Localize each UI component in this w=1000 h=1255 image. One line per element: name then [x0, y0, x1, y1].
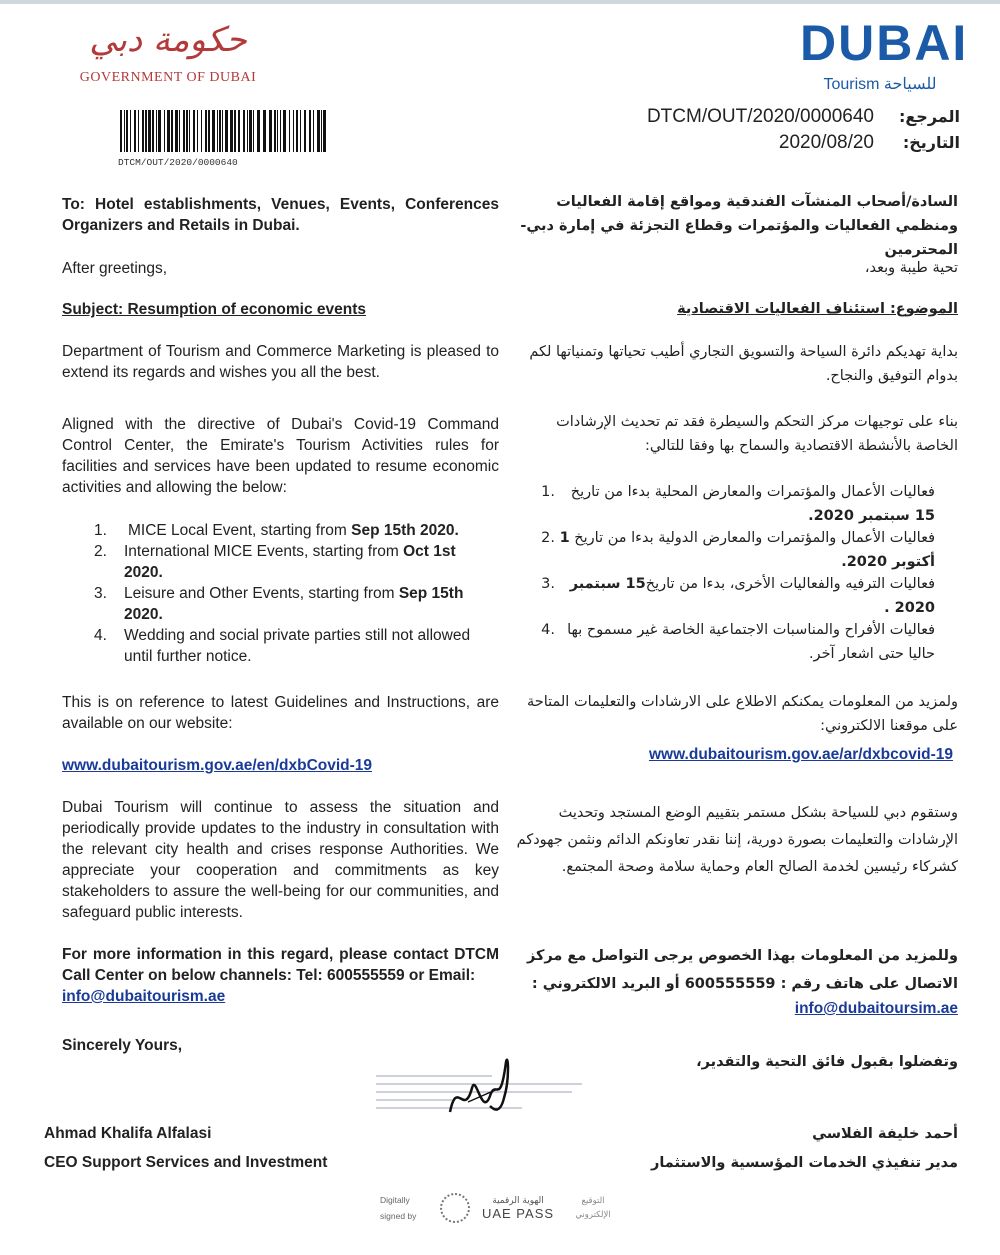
- barcode-bar: [120, 110, 122, 152]
- barcode-bar: [197, 110, 198, 152]
- barcode-bar: [321, 110, 322, 152]
- uae-pass-arabic: الهوية الرقمية: [492, 1195, 544, 1206]
- en-list-item: 4. Wedding and social private parties still not allowed until further notice.: [94, 627, 471, 665]
- barcode-bar: [309, 110, 311, 152]
- barcode-bar: [158, 110, 161, 152]
- en-paragraph-3: This is on reference to latest Guidelines and Instructions, are available on our website:: [62, 694, 499, 732]
- ar-list-item: .1 فعاليات الأعمال والمؤتمرات والمعارض المحلية بدءا من تاريخ 15 سبتمبر 2020.: [541, 484, 935, 524]
- barcode-bar: [142, 110, 144, 152]
- barcode-bar: [230, 110, 233, 152]
- ar-paragraph-1: بداية تهديكم دائرة السياحة والتسويق التجاري أطيب تحياتها وتمنياتها لكم بدوام التوفيق والنجاح.: [529, 344, 958, 384]
- ar-signer-title: مدير تنفيذي الخدمات المؤسسية والاستثمار: [651, 1155, 958, 1171]
- barcode-bar: [167, 110, 170, 152]
- barcode-caption: DTCM/OUT/2020/0000640: [118, 157, 238, 168]
- tourism-text-en: Tourism: [823, 76, 880, 93]
- barcode-bar: [222, 110, 223, 152]
- ar-addressee: السادة/أصحاب المنشآت الفندقية ومواقع إقامة الفعاليات ومنظمي الفعاليات والمؤتمرات وقطاع التجزئة في إمارة دبي- المحترمين: [520, 194, 958, 258]
- barcode-bar: [317, 110, 320, 152]
- tourism-text-ar: للسياحة: [883, 76, 937, 93]
- ar-list-item: .4 فعاليات الأفراح والمناسبات الاجتماعية الخاصة غير مسموح بها حاليا حتى اشعار آخر.: [541, 622, 935, 662]
- barcode-bar: [289, 110, 290, 152]
- barcode-bar: [257, 110, 260, 152]
- en-closing: Sincerely Yours,: [62, 1037, 183, 1054]
- barcode-bar: [280, 110, 281, 152]
- reference-block: [560, 106, 960, 162]
- barcode-bar: [247, 110, 248, 152]
- barcode-bar: [217, 110, 218, 152]
- barcode-bar: [263, 110, 266, 152]
- barcode-bar: [164, 110, 165, 152]
- en-list-item: 1. MICE Local Event, starting from Sep 15th 2020.: [94, 522, 459, 539]
- government-logo: [68, 16, 268, 96]
- barcode-bar: [205, 110, 207, 152]
- barcode-bars: [118, 110, 328, 152]
- uae-pass-label: UAE PASS: [481, 1205, 555, 1221]
- barcode-bar: [156, 110, 157, 152]
- ar-greeting: تحية طيبة وبعد،: [864, 260, 958, 276]
- ar-paragraph-4: وستقوم دبي للسياحة بشكل مستمر بتقييم الوضع المستجد وتحديث الإرشادات والتعليمات بصورة دورية، إننا نقدر تعاونكم الدائم ونثمن جهودكم كشركاء رئيسين لخدمة الصالح العام وحماية سلامة وصحة المجتمع.: [516, 805, 958, 875]
- barcode-bar: [300, 110, 301, 152]
- barcode-bar: [212, 110, 215, 152]
- uae-pass-footer: [380, 1188, 640, 1228]
- en-website-link[interactable]: www.dubaitourism.gov.ae/en/dxbCovid-19: [62, 757, 373, 774]
- digitally-text: Digitally: [380, 1195, 410, 1205]
- signature-ar-2: الإلكتروني: [575, 1210, 611, 1220]
- en-list-item: 2. International MICE Events, starting from Oct 1st 2020.: [94, 543, 456, 581]
- barcode-bar: [313, 110, 314, 152]
- ar-paragraph-3: ولمزيد من المعلومات يمكنكم الاطلاع على الارشادات والتعليمات المتاحة على موقعنا الالكتروني:: [526, 694, 958, 734]
- reference-label: المرجع:: [898, 107, 960, 126]
- barcode-bar: [148, 110, 151, 152]
- en-greeting: After greetings,: [62, 260, 168, 277]
- government-logo-english: GOVERNMENT OF DUBAI: [79, 70, 257, 85]
- en-signer-title: CEO Support Services and Investment: [44, 1154, 328, 1171]
- barcode-bar: [138, 110, 139, 152]
- date-label: التاريخ:: [902, 133, 960, 152]
- barcode-bar: [304, 110, 306, 152]
- en-list: [62, 520, 499, 667]
- barcode-bar: [189, 110, 190, 152]
- barcode-bar: [234, 110, 236, 152]
- barcode-bar: [152, 110, 154, 152]
- barcode-bar: [134, 110, 136, 152]
- barcode-bar: [171, 110, 173, 152]
- signed-by-text: signed by: [380, 1211, 417, 1221]
- barcode: [118, 110, 328, 166]
- en-subject: Subject: Resumption of economic events: [62, 301, 367, 318]
- barcode-bar: [274, 110, 276, 152]
- ar-closing: وتفضلوا بقبول فائق التحية والتقدير،: [696, 1054, 958, 1070]
- dubai-tourism-logo: [800, 14, 969, 98]
- uae-pass-icon: [440, 1193, 470, 1223]
- ar-paragraph-5: وللمزيد من المعلومات بهذا الخصوص يرجى التواصل مع مركز الاتصال على هاتف رقم : 600555559 أو البريد الالكتروني :: [526, 948, 958, 992]
- en-addressee: To: Hotel establishments, Venues, Events, Conferences Organizers and Retails in Dubai.: [62, 196, 499, 234]
- barcode-bar: [277, 110, 278, 152]
- en-signer-name: Ahmad Khalifa Alfalasi: [44, 1125, 212, 1142]
- barcode-bar: [126, 110, 128, 152]
- ar-signer-name: أحمد خليفة الفلاسي: [812, 1126, 958, 1142]
- government-logo-arabic: حكومة دبي: [89, 20, 247, 60]
- date-value: 2020/08/20: [778, 132, 874, 153]
- ar-list-item: .2 فعاليات الأعمال والمؤتمرات والمعارض الدولية بدءا من تاريخ 1 أكتوبر 2020.: [541, 530, 935, 570]
- ar-list: [515, 480, 958, 664]
- barcode-bar: [145, 110, 147, 152]
- barcode-bar: [269, 110, 272, 152]
- barcode-bar: [253, 110, 254, 152]
- en-paragraph-1: Department of Tourism and Commerce Marketing is pleased to extend its regards and wishes you all the best.: [62, 343, 499, 381]
- barcode-bar: [249, 110, 252, 152]
- ar-website-link[interactable]: www.dubaitourism.gov.ae/ar/dxbcovid-19: [648, 746, 953, 763]
- en-paragraph-5: For more information in this regard, please contact DTCM Call Center on below channels: Tel: 600555559 or Email: info@dubaitourism.ae: [62, 946, 499, 1005]
- signature-ar-1: التوقيع: [581, 1196, 605, 1206]
- barcode-bar: [219, 110, 221, 152]
- barcode-bar: [225, 110, 228, 152]
- ar-paragraph-2: بناء على توجيهات مركز التحكم والسيطرة فقد تم تحديث الإرشادات الخاصة بالأنشطة الاقتصادية والسماح بها وفقا للتالي:: [556, 414, 958, 454]
- en-list-item: 3. Leisure and Other Events, starting from Sep 15th 2020.: [94, 585, 464, 623]
- top-border: [0, 0, 1000, 4]
- en-paragraph-2: Aligned with the directive of Dubai's Covid-19 Command Control Center, the Emirate's Tourism Activities rules for facilities and services have been updated to resume economic activities and allowing the below:: [62, 416, 499, 496]
- dubai-logo-wordmark: DUBAI: [800, 15, 969, 71]
- barcode-bar: [323, 110, 326, 152]
- barcode-bar: [208, 110, 210, 152]
- barcode-bar: [124, 110, 125, 152]
- barcode-bar: [179, 110, 180, 152]
- barcode-bar: [283, 110, 286, 152]
- barcode-bar: [186, 110, 188, 152]
- reference-value: DTCM/OUT/2020/0000640: [646, 106, 874, 127]
- barcode-bar: [193, 110, 195, 152]
- barcode-bar: [130, 110, 131, 152]
- barcode-bar: [238, 110, 240, 152]
- ar-email-link[interactable]: info@dubaitoursim.ae: [794, 1000, 958, 1017]
- digital-signature-stamp: [372, 1048, 592, 1128]
- signature-graphic: [372, 1048, 592, 1128]
- en-paragraph-4: Dubai Tourism will continue to assess the situation and periodically provide updates to the industry in consultation with the relevant city health and crises response Authorities. We appreciate your cooperation and commitments as key stakeholders to assure the well-being for our communities, and safeguard public interests.: [62, 799, 499, 921]
- barcode-bar: [183, 110, 185, 152]
- barcode-bar: [175, 110, 178, 152]
- ar-subject: الموضوع: استئناف الفعاليات الاقتصادية: [677, 301, 958, 317]
- en-email-link[interactable]: info@dubaitourism.ae: [62, 988, 226, 1005]
- ar-list-item: .3 فعاليات الترفيه والفعاليات الأخرى، بدءا من تاريخ15 سبتمبر 2020 .: [541, 576, 935, 616]
- barcode-bar: [296, 110, 298, 152]
- barcode-bar: [201, 110, 202, 152]
- barcode-bar: [243, 110, 245, 152]
- barcode-bar: [293, 110, 294, 152]
